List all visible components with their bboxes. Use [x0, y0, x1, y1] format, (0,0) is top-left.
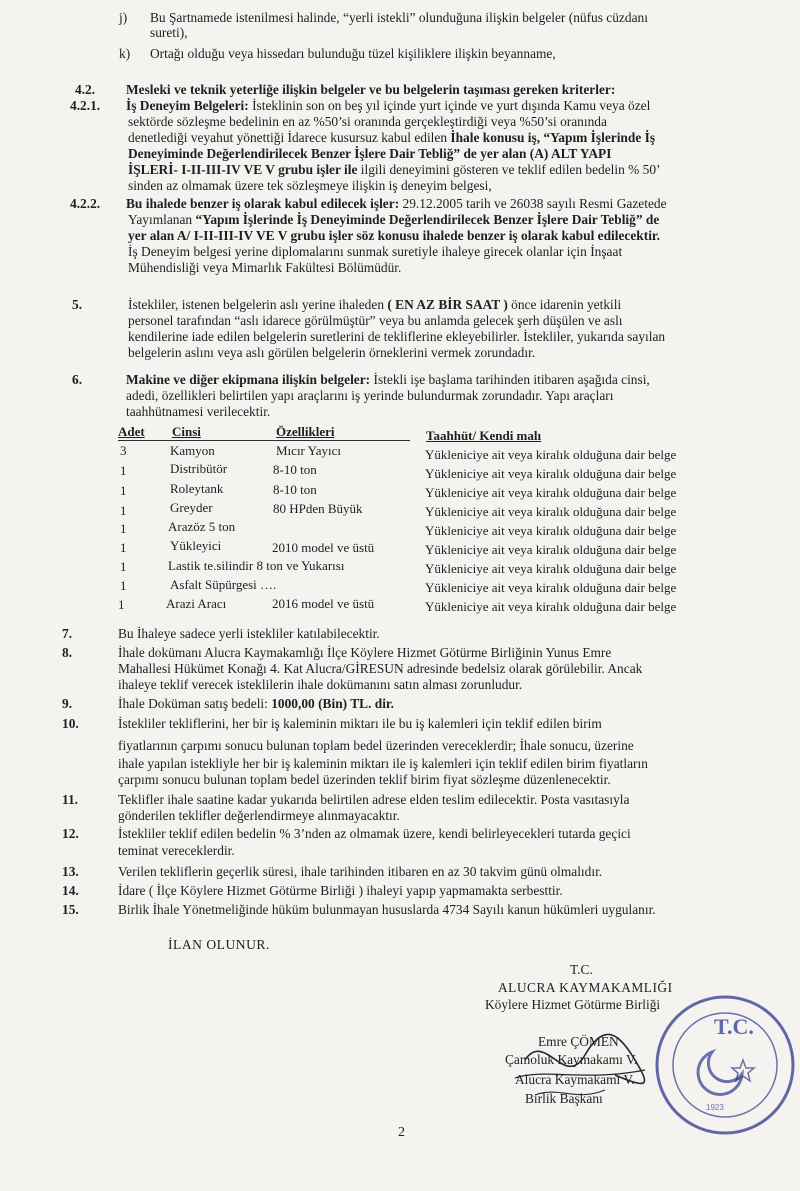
row-cinsi: Arazi Aracı: [166, 596, 227, 611]
section-4-2-1-line2: sektörde sözleşme bedelinin en az %50’si oranında gerçekleştirdiği veya %50’si oranında: [128, 114, 607, 129]
section-4-2-1-line3-text: denetlediği veyahut yönettiği İdarece kusursuz kabul edilen: [128, 130, 448, 145]
row-ozellik: 8-10 ton: [273, 462, 317, 477]
row-adet: 1: [120, 463, 127, 478]
row-cinsi: Arazöz 5 ton: [168, 519, 236, 534]
row-adet: 1: [120, 483, 127, 498]
official-stamp: [650, 990, 800, 1140]
row-cinsi: Asfalt Süpürgesi ….: [170, 577, 277, 592]
row-adet: 1: [120, 521, 127, 536]
row-cinsi: Kamyon: [170, 443, 215, 458]
table-header-adet: Adet: [118, 424, 145, 439]
row-cinsi: Distribütör: [170, 461, 228, 476]
section-4-2-2-line1-text: 29.12.2005 tarih ve 26038 sayılı Resmi Gazetede: [399, 196, 667, 211]
item-j-line2: sureti),: [150, 25, 188, 40]
signature-org1: ALUCRA KAYMAKAMLIĞI: [498, 980, 673, 995]
stamp-center-text: T.C.: [714, 1014, 754, 1039]
section-4-2-1-line1-text: İsteklinin son on beş yıl içinde yurt içinde ve yurt dışında Kamu veya özel: [248, 98, 651, 113]
section-4-2-2-line4: İş Deneyim belgesi yerine diplomalarını sunmak suretiyle ihaleye girecek olanlar için İnşaat: [128, 244, 623, 259]
section-4-2-1-line1: [126, 98, 650, 113]
row-taahhut: Yükleniciye ait veya kiralık olduğuna dair belge: [425, 504, 677, 519]
row-ozellik: 8-10 ton: [273, 482, 317, 497]
section-number-11: 11.: [62, 792, 78, 807]
row-adet: 1: [120, 503, 127, 518]
row-taahhut: Yükleniciye ait veya kiralık olduğuna dair belge: [425, 561, 677, 576]
section-4-2-1-heading: İş Deneyim Belgeleri:: [126, 98, 249, 113]
signature-org2: Köylere Hizmet Götürme Birliği: [485, 997, 661, 1012]
section-4-2-2-line5: Mühendisliği veya Mimarlık Fakültesi Bölümüdür.: [128, 260, 402, 275]
item-j-line1: Bu Şartnamede istenilmesi halinde, “yerli istekli” olunduğuna ilişkin belgeler (nüfus cüzdanı: [150, 10, 648, 25]
section-8-line1: İhale dokümanı Alucra Kaymakamlığı İlçe Köylere Hizmet Götürme Birliğinin Yunus Emre: [118, 645, 612, 660]
item-label-k: k): [119, 46, 131, 61]
row-taahhut: Yükleniciye ait veya kiralık olduğuna dair belge: [425, 466, 677, 481]
section-number-4-2: 4.2.: [75, 82, 96, 97]
section-number-7: 7.: [62, 626, 73, 641]
section-number-14: 14.: [62, 883, 79, 898]
section-number-15: 15.: [62, 902, 79, 917]
item-label-j: j): [119, 10, 128, 25]
row-adet: 1: [120, 559, 127, 574]
section-11-line1: Teklifler ihale saatine kadar yukarıda belirtilen adrese elden teslim edilecektir. Posta vasıtasıyla: [118, 792, 630, 807]
handwritten-signature: [505, 1020, 665, 1110]
section-6-line2: adedi, özellikleri belirtilen yapı araçlarını iş yerinde bulundurmak zorundadır. Yapı araçları: [126, 388, 614, 403]
section-11-line2: gönderilen teklifler değerlendirmeye alınmayacaktır.: [118, 808, 400, 823]
row-cinsi: Roleytank: [170, 481, 224, 496]
section-4-2-2-line2-text: Yayımlanan: [128, 212, 196, 227]
section-4-2-1-line5: [128, 162, 661, 177]
section-4-2-1-line3: [128, 130, 655, 145]
row-taahhut: Yükleniciye ait veya kiralık olduğuna dair belge: [425, 599, 677, 614]
section-9-amount: 1000,00 (Bin) TL. dir.: [271, 696, 394, 711]
section-4-2-2-line1: [126, 196, 667, 211]
row-taahhut: Yükleniciye ait veya kiralık olduğuna dair belge: [425, 542, 677, 557]
section-number-8: 8.: [62, 645, 73, 660]
section-5-line2: personel tarafından “aslı idarece görülmüştür” veya bu anlamda gelecek şerh düşülen ve aslı: [128, 313, 623, 328]
page-number: 2: [398, 1125, 405, 1140]
row-taahhut: Yükleniciye ait veya kiralık olduğuna dair belge: [425, 447, 677, 462]
section-5-line1-bold: ( EN AZ BİR SAAT ): [387, 297, 508, 312]
section-number-12: 12.: [62, 826, 79, 841]
section-13-line1: Verilen tekliflerin geçerlik süresi, ihale tarihinden itibaren en az 30 takvim günü olmalıdır.: [118, 864, 603, 879]
item-k-line1: Ortağı olduğu veya hissedarı bulunduğu tüzel kişiliklere ilişkin beyanname,: [150, 46, 556, 61]
section-7-line1: Bu İhaleye sadece yerli istekliler katılabilecektir.: [118, 626, 380, 641]
row-adet: 1: [120, 540, 127, 555]
section-4-2-1-line3-bold: İhale konusu iş, “Yapım İşlerinde İş: [447, 130, 656, 145]
section-4-2-2-line2: [128, 212, 659, 227]
signature-tc: T.C.: [570, 962, 593, 977]
section-number-13: 13.: [62, 864, 79, 879]
table-header-cinsi: Cinsi: [172, 424, 201, 439]
section-number-5: 5.: [72, 297, 83, 312]
section-6-line3: taahhütnamesi verilecektir.: [126, 404, 271, 419]
row-adet: 1: [120, 578, 127, 593]
section-8-line2: Mahallesi Hükümet Konağı 4. Kat Alucra/GİRESUN adresinde bedelsiz olarak görülebilir. Ancak: [118, 661, 643, 676]
table-header-ozellikleri: Özellikleri: [276, 424, 335, 439]
stamp-year: 1923: [706, 1103, 724, 1112]
section-6-line1-text: İstekli işe başlama tarihinden itibaren aşağıda cinsi,: [370, 372, 650, 387]
section-10-line3: ihale yapılan istekliyle her bir iş kaleminin miktarı ile iş kalemleri için teklif edilen birim fiyatların: [118, 756, 648, 771]
section-12-line2: teminat vereceklerdir.: [118, 843, 235, 858]
section-10-line2: fiyatlarının çarpımı sonucu bulunan toplam bedel üzerinden vereceklerdir; İhale sonucu, üzerine: [118, 738, 634, 753]
section-number-9: 9.: [62, 696, 73, 711]
section-8-line3: ihaleye teklif verecek isteklilerin ihale dokümanını satın alması zorunludur.: [118, 677, 523, 692]
section-15-line1: Birlik İhale Yönetmeliğinde hüküm bulunmayan hususlarda 4734 Sayılı kanun hükümleri uygulanır.: [118, 902, 656, 917]
section-5-line4: belgelerin aslını veya aslı görülen belgelerin örneklerini vermek zorundadır.: [128, 345, 536, 360]
row-taahhut: Yükleniciye ait veya kiralık olduğuna dair belge: [425, 485, 677, 500]
section-4-2-heading: Mesleki ve teknik yeterliğe ilişkin belgeler ve bu belgelerin taşıması gereken kriterler:: [126, 82, 616, 97]
section-4-2-1-line5-text: ilgili deneyimini gösteren ve teklif edilen bedelin % 50’: [357, 162, 661, 177]
table-header-taahhut: Taahhüt/ Kendi malı: [426, 428, 542, 443]
section-number-10: 10.: [62, 716, 79, 731]
table-header-rule: [118, 440, 410, 441]
row-adet: 3: [120, 443, 127, 458]
section-6-line1: [126, 372, 650, 387]
section-number-6: 6.: [72, 372, 83, 387]
section-6-heading: Makine ve diğer ekipmana ilişkin belgeler:: [126, 372, 371, 387]
row-ozellik: Mıcır Yayıcı: [276, 443, 341, 458]
section-5-line1-text: İstekliler, istenen belgelerin aslı yerine ihaleden: [128, 297, 388, 312]
signature-name: Emre ÇÖMEN: [538, 1034, 619, 1049]
row-taahhut: Yükleniciye ait veya kiralık olduğuna dair belge: [425, 580, 677, 595]
row-ozellik: 2016 model ve üstü: [272, 596, 375, 611]
signature-title3: Birlik Başkanı: [525, 1091, 603, 1106]
row-taahhut: Yükleniciye ait veya kiralık olduğuna dair belge: [425, 523, 677, 538]
section-10-line1: İstekliler tekliflerini, her bir iş kaleminin miktarı ile bu iş kalemleri için teklif edilen birim: [118, 716, 602, 731]
section-number-4-2-2: 4.2.2.: [70, 196, 101, 211]
section-5-line1-rest: önce idarenin yetkili: [507, 297, 622, 312]
row-ozellik: 2010 model ve üstü: [272, 540, 375, 555]
section-4-2-1-line6: sinden az olmamak üzere tek sözleşmeye ilişkin iş deneyim belgesi,: [128, 178, 492, 193]
signature-title2: Alucra Kaymakamı V.: [515, 1072, 635, 1087]
row-ozellik: 80 HPden Büyük: [273, 501, 363, 516]
row-cinsi: Lastik te.silindir 8 ton ve Yukarısı: [168, 558, 345, 573]
section-4-2-2-line3: yer alan A/ I-II-III-IV VE V grubu işler söz konusu ihalede benzer iş olarak kabul edilecektir.: [128, 228, 660, 243]
section-12-line1: İstekliler teklif edilen bedelin % 3’nden az olmamak üzere, kendi belirleyecekleri tutarda geçici: [118, 826, 631, 841]
section-5-line1: [128, 297, 621, 312]
section-4-2-1-line4: Deneyiminde Değerlendirilecek Benzer İşlere Dair Tebliğ” de yer alan (A) ALT YAPI: [128, 146, 612, 161]
section-4-2-2-line2-bold: “Yapım İşlerinde İş Deneyiminde Değerlendirilecek Benzer İşlere Dair Tebliğ” de: [195, 212, 660, 227]
section-4-2-1-line5-bold: İŞLERİ- I-II-III-IV VE V grubu işler ile: [128, 162, 358, 177]
section-number-4-2-1: 4.2.1.: [70, 98, 101, 113]
closing-text: İLAN OLUNUR.: [168, 937, 270, 952]
section-5-line3: kendilerine iade edilen belgelerin suretlerini de tekliflerine ekleyebilirler. İstekliler, yukarıda sayılan: [128, 329, 666, 344]
signature-title1: Çamoluk Kaymakamı V.: [505, 1052, 638, 1067]
section-4-2-2-heading: Bu ihalede benzer iş olarak kabul edilecek işler:: [126, 196, 400, 211]
section-10-line4: çarpımı sonucu bulunan toplam bedel üzerinden teklif birim fiyat sözleşme düzenlenecektir.: [118, 772, 611, 787]
section-9-line1: [118, 696, 394, 711]
section-9-label: İhale Doküman satış bedeli:: [118, 696, 272, 711]
row-cinsi: Yükleyici: [170, 538, 222, 553]
row-adet: 1: [118, 597, 125, 612]
section-14-line1: İdare ( İlçe Köylere Hizmet Götürme Birliği ) ihaleyi yapıp yapmamakta serbesttir.: [118, 883, 563, 898]
row-cinsi: Greyder: [170, 500, 213, 515]
